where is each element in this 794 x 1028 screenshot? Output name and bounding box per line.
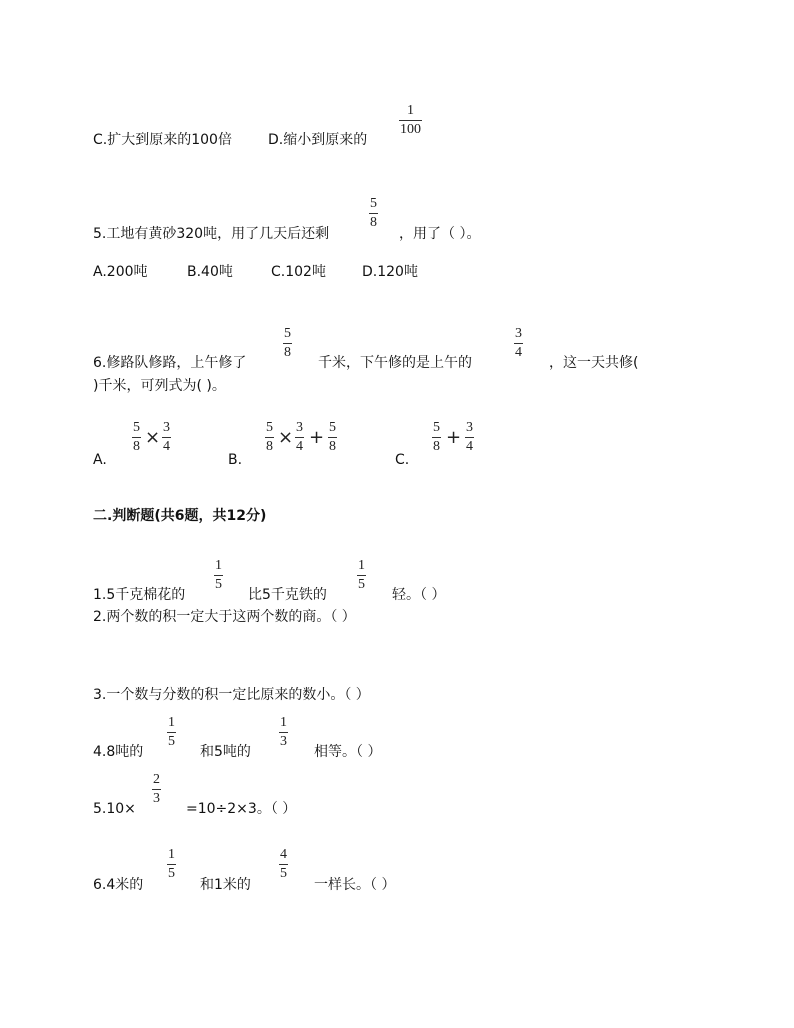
fraction-denominator: 8 <box>433 439 440 454</box>
judgment-1-text-1: 1.5千克棉花的 <box>93 587 186 603</box>
fraction-numerator: 1 <box>280 715 287 730</box>
q6-option-c-fraction-2 <box>465 421 474 454</box>
fraction-denominator: 3 <box>280 734 287 749</box>
q6-text-2: 千米，下午修的是上午的 <box>318 355 472 371</box>
judgment-1-fraction-2 <box>357 559 366 592</box>
judgment-1-text-2: 比5千克铁的 <box>248 587 327 603</box>
q6-text-3: ，这一天共修( <box>549 355 639 371</box>
fraction-bar <box>399 120 422 121</box>
fraction-denominator: 5 <box>358 577 365 592</box>
fraction-denominator: 5 <box>215 577 222 592</box>
fraction-bar <box>514 343 523 344</box>
fraction-bar <box>283 343 292 344</box>
fraction-denominator: 8 <box>133 439 140 454</box>
fraction-bar <box>167 732 176 733</box>
judgment-4-text-3: 相等。（ ） <box>314 744 382 760</box>
fraction-bar <box>132 437 141 438</box>
fraction-denominator: 8 <box>284 345 291 360</box>
q6-option-a-operator: × <box>145 427 161 448</box>
fraction-bar <box>279 732 288 733</box>
fraction-denominator: 4 <box>296 439 303 454</box>
judgment-4-fraction-1 <box>167 716 176 749</box>
fraction-numerator: 5 <box>370 196 377 211</box>
fraction-bar <box>279 864 288 865</box>
q5-option-b: B.40吨 <box>187 264 233 280</box>
q6-option-a-fraction-2 <box>162 421 171 454</box>
fraction-denominator: 100 <box>400 122 421 137</box>
q5-option-a: A.200吨 <box>93 264 148 280</box>
q5-option-d: D.120吨 <box>362 264 418 280</box>
q6-text-4: )千米，可列式为( )。 <box>93 378 226 394</box>
fraction-bar <box>152 789 161 790</box>
fraction-numerator: 1 <box>215 558 222 573</box>
fraction-numerator: 3 <box>296 420 303 435</box>
fraction-numerator: 5 <box>266 420 273 435</box>
q6-option-b-operator-1: × <box>278 427 294 448</box>
fraction-numerator: 3 <box>163 420 170 435</box>
judgment-6-text-3: 一样长。（ ） <box>314 877 396 893</box>
fraction-numerator: 5 <box>284 326 291 341</box>
fraction-denominator: 5 <box>168 734 175 749</box>
fraction-denominator: 5 <box>168 866 175 881</box>
judgment-1-text-3: 轻。（ ） <box>392 587 446 603</box>
fraction-denominator: 4 <box>163 439 170 454</box>
q6-option-b-fraction-1 <box>265 421 274 454</box>
judgment-4-text-1: 4.8吨的 <box>93 744 144 760</box>
judgment-2-text: 2.两个数的积一定大于这两个数的商。（ ） <box>93 609 356 625</box>
judgment-5-text-1: 5.10× <box>93 801 136 817</box>
fraction-bar <box>357 575 366 576</box>
q4-option-d: D.缩小到原来的 <box>268 132 368 148</box>
q6-option-b-label: B. <box>228 452 243 468</box>
fraction-numerator: 3 <box>466 420 473 435</box>
fraction-denominator: 4 <box>466 439 473 454</box>
q6-option-b-operator-2: + <box>309 427 325 448</box>
judgment-6-fraction-2 <box>279 848 288 881</box>
fraction-denominator: 5 <box>280 866 287 881</box>
fraction-bar <box>465 437 474 438</box>
fraction-bar <box>369 213 378 214</box>
fraction-denominator: 8 <box>370 215 377 230</box>
q6-option-a-fraction-1 <box>132 421 141 454</box>
q6-option-c-operator: + <box>446 427 462 448</box>
fraction-numerator: 3 <box>515 326 522 341</box>
fraction-bar <box>214 575 223 576</box>
q6-option-c-label: C. <box>395 452 410 468</box>
q6-option-b-fraction-2 <box>295 421 304 454</box>
judgment-6-fraction-1 <box>167 848 176 881</box>
q6-text-1: 6.修路队修路，上午修了 <box>93 355 247 371</box>
fraction-numerator: 2 <box>153 772 160 787</box>
fraction-numerator: 5 <box>329 420 336 435</box>
fraction-numerator: 1 <box>358 558 365 573</box>
fraction-bar <box>295 437 304 438</box>
fraction-numerator: 1 <box>407 103 414 118</box>
judgment-6-text-2: 和1米的 <box>200 877 251 893</box>
fraction-bar <box>328 437 337 438</box>
q4-option-c: C.扩大到原来的100倍 <box>93 132 232 148</box>
fraction-denominator: 4 <box>515 345 522 360</box>
fraction-numerator: 5 <box>133 420 140 435</box>
q5-fraction <box>369 197 378 230</box>
q5-option-c: C.102吨 <box>271 264 326 280</box>
fraction-bar <box>167 864 176 865</box>
fraction-numerator: 1 <box>168 847 175 862</box>
q6-fraction-2 <box>514 327 523 360</box>
judgment-5-text-2: =10÷2×3。（ ） <box>186 801 297 817</box>
judgment-6-text-1: 6.4米的 <box>93 877 144 893</box>
judgment-1-fraction-1 <box>214 559 223 592</box>
fraction-numerator: 1 <box>168 715 175 730</box>
q6-option-a-label: A. <box>93 452 107 468</box>
judgment-4-text-2: 和5吨的 <box>200 744 251 760</box>
judgment-4-fraction-2 <box>279 716 288 749</box>
q5-text-after: ，用了（ ）。 <box>399 226 481 242</box>
fraction-denominator: 8 <box>266 439 273 454</box>
judgment-5-fraction-1 <box>152 773 161 806</box>
q6-option-c-fraction-1 <box>432 421 441 454</box>
fraction-numerator: 4 <box>280 847 287 862</box>
fraction-bar <box>265 437 274 438</box>
fraction-denominator: 8 <box>329 439 336 454</box>
q4-option-d-fraction <box>399 104 422 137</box>
section-heading: 二.判断题(共6题，共12分) <box>93 508 267 524</box>
q6-fraction-1 <box>283 327 292 360</box>
fraction-numerator: 5 <box>433 420 440 435</box>
fraction-bar <box>432 437 441 438</box>
fraction-denominator: 3 <box>153 791 160 806</box>
judgment-3-text: 3.一个数与分数的积一定比原来的数小。（ ） <box>93 687 370 703</box>
fraction-bar <box>162 437 171 438</box>
q6-option-b-fraction-3 <box>328 421 337 454</box>
q5-text-before: 5.工地有黄砂320吨，用了几天后还剩 <box>93 226 330 242</box>
